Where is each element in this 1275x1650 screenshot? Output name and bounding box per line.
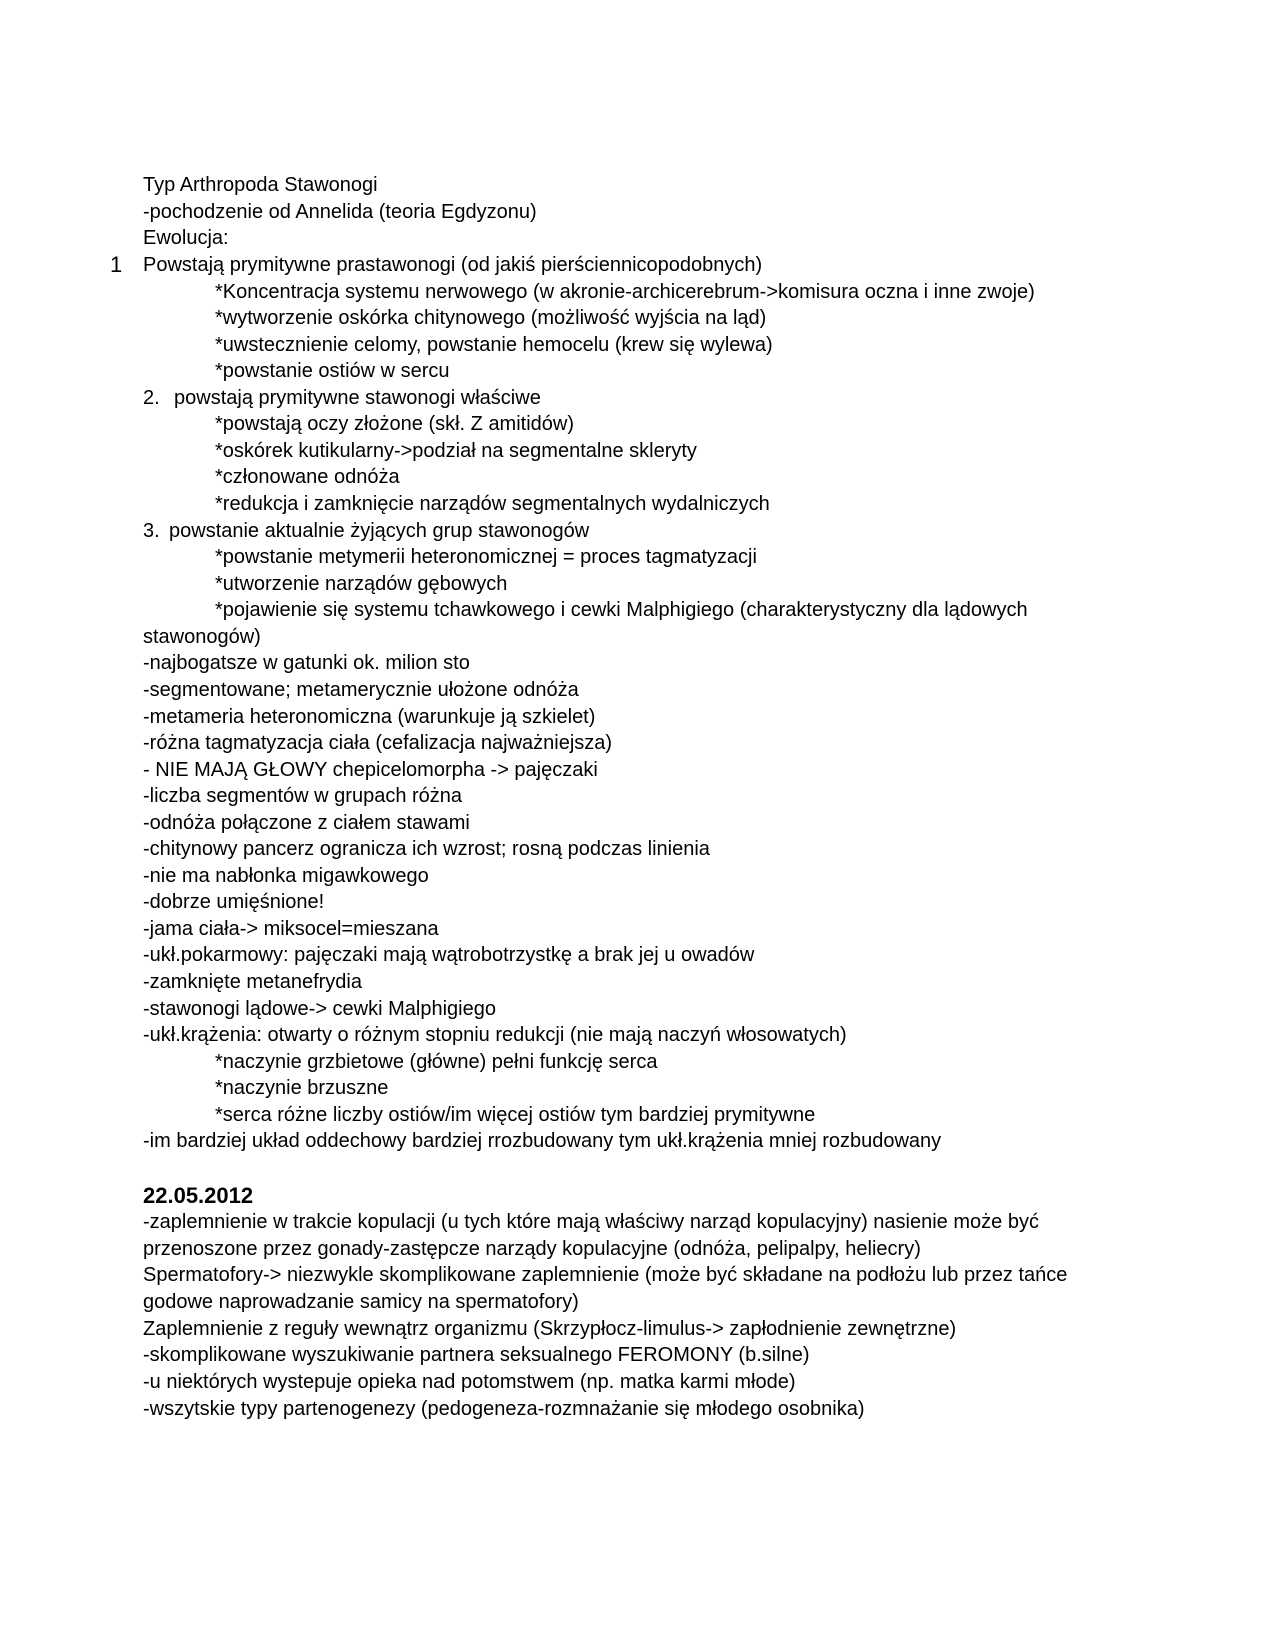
stage3-text: powstanie aktualnie żyjących grup stawonogów	[169, 520, 590, 542]
section2-line: -zaplemnienie w trakcie kopulacji (u tych które mają właściwy narząd kopulacyjny) nasienie może być	[143, 1211, 1039, 1233]
section2-line: przenoszone przez gonady-zastępcze narządy kopulacyjne (odnóża, pelipalpy, heliecry)	[143, 1238, 921, 1260]
feature-line: -segmentowane; metamerycznie ułożone odnóża	[143, 679, 579, 701]
stage2-text: powstają prymitywne stawonogi właściwe	[174, 387, 541, 409]
stage2-item: *oskórek kutikularny->podział na segmentalne skleryty	[215, 440, 697, 462]
feature-line: -liczba segmentów w grupach różna	[143, 785, 463, 807]
circulation-item: *naczynie grzbietowe (główne) pełni funkcję serca	[215, 1051, 658, 1073]
feature-line: -najbogatsze w gatunki ok. milion sto	[143, 652, 470, 674]
feature-line: -odnóża połączone z ciałem stawami	[143, 812, 470, 834]
feature-line: -dobrze umięśnione!	[143, 891, 325, 913]
feature-line: -stawonogi lądowe-> cewki Malphigiego	[143, 998, 496, 1020]
stage2-item: *członowane odnóża	[215, 466, 400, 488]
stage3-continuation: stawonogów)	[143, 626, 261, 648]
stage3-item: *utworzenie narządów gębowych	[215, 573, 508, 595]
doc-title: Typ Arthropoda Stawonogi	[143, 174, 378, 196]
section2-line: -skomplikowane wyszukiwanie partnera seksualnego FEROMONY (b.silne)	[143, 1344, 810, 1366]
closing-line: -im bardziej układ oddechowy bardziej rrozbudowany tym ukł.krążenia mniej rozbudowany	[143, 1130, 942, 1152]
stage1-item: *Koncentracja systemu nerwowego (w akronie-archicerebrum->komisura oczna i inne zwoje)	[215, 281, 1035, 303]
feature-line: -ukł.pokarmowy: pajęczaki mają wątrobotrzystkę a brak jej u owadów	[143, 944, 755, 966]
circulation-item: *naczynie brzuszne	[215, 1077, 389, 1099]
feature-line: -metameria heteronomiczna (warunkuje ją szkielet)	[143, 706, 596, 728]
stage3-item: *powstanie metymerii heteronomicznej = proces tagmatyzacji	[215, 546, 757, 568]
feature-line: -ukł.krążenia: otwarty o różnym stopniu redukcji (nie mają naczyń włosowatych)	[143, 1024, 847, 1046]
section2-line: -u niektórych wystepuje opieka nad potomstwem (np. matka karmi młode)	[143, 1371, 796, 1393]
stage1-text: Powstają prymitywne prastawonogi (od jakiś pierściennicopodobnych)	[143, 254, 763, 276]
section2-line: -wszytskie typy partenogenezy (pedogeneza-rozmnażanie się młodego osobnika)	[143, 1398, 865, 1420]
evolution-label: Ewolucja:	[143, 227, 229, 249]
feature-line: -nie ma nabłonka migawkowego	[143, 865, 429, 887]
feature-line: - NIE MAJĄ GŁOWY chepicelomorpha -> pajęczaki	[143, 759, 598, 781]
origin-line: -pochodzenie od Annelida (teoria Egdyzonu)	[143, 201, 537, 223]
stage2-item: *redukcja i zamknięcie narządów segmentalnych wydalniczych	[215, 493, 770, 515]
feature-line: -różna tagmatyzacja ciała (cefalizacja najważniejsza)	[143, 732, 613, 754]
feature-line: -jama ciała-> miksocel=mieszana	[143, 918, 439, 940]
stage1-marker: 1	[110, 252, 123, 277]
stage1-item: *wytworzenie oskórka chitynowego (możliwość wyjścia na ląd)	[215, 307, 767, 329]
circulation-item: *serca różne liczby ostiów/im więcej ostiów tym bardziej prymitywne	[215, 1104, 816, 1126]
stage3-marker: 3.	[143, 520, 160, 542]
feature-line: -chitynowy pancerz ogranicza ich wzrost; rosną podczas linienia	[143, 838, 710, 860]
section2-line: Zaplemnienie z reguły wewnątrz organizmu (Skrzypłocz-limulus-> zapłodnienie zewnętrzne)	[143, 1318, 957, 1340]
stage2-marker: 2.	[143, 387, 160, 409]
section2-line: Spermatofory-> niezwykle skomplikowane zaplemnienie (może być składane na podłożu lub przez tańce	[143, 1264, 1068, 1286]
stage2-item: *powstają oczy złożone (skł. Z amitidów)	[215, 413, 575, 435]
section-date-heading: 22.05.2012	[143, 1183, 254, 1208]
section2-line: godowe naprowadzanie samicy na spermatofory)	[143, 1291, 579, 1313]
feature-line: -zamknięte metanefrydia	[143, 971, 362, 993]
stage1-item: *powstanie ostiów w sercu	[215, 360, 450, 382]
stage1-item: *uwstecznienie celomy, powstanie hemocelu (krew się wylewa)	[215, 334, 773, 356]
stage3-item: *pojawienie się systemu tchawkowego i cewki Malphigiego (charakterystyczny dla lądowych	[215, 599, 1028, 621]
